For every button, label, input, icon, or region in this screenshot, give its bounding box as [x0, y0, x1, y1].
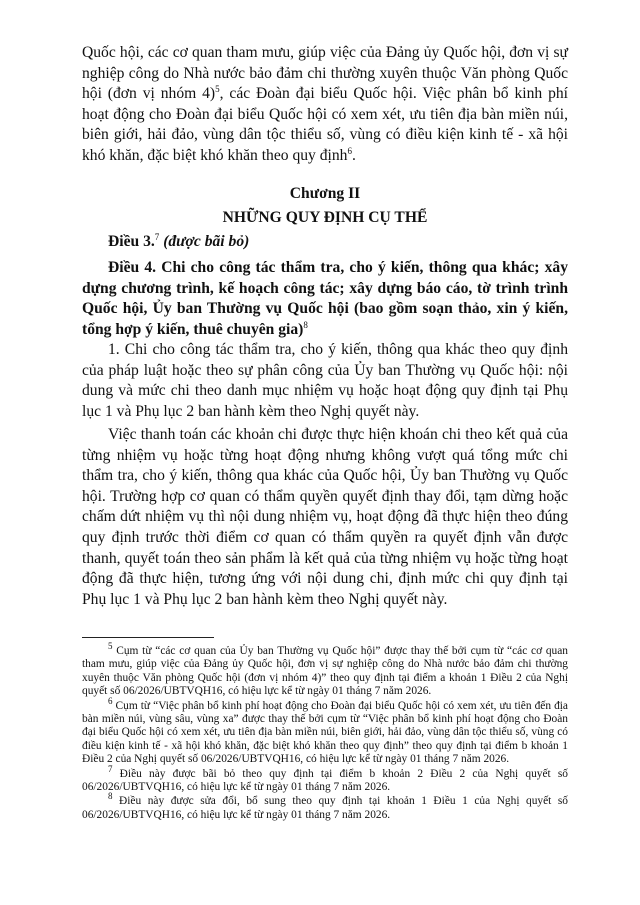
footnote-ref-5[interactable]: 5 — [215, 84, 220, 94]
article-4-clause-1 — [82, 340, 568, 422]
footnotes — [82, 641, 568, 823]
footnote-divider — [82, 637, 214, 638]
article-3 — [82, 232, 568, 253]
intro-block — [82, 43, 568, 167]
article-4 — [82, 258, 568, 340]
article-3-heading: Điều 3.$^7$ (được bãi bỏ) — [108, 231, 250, 250]
footnote-8: $^8$ Điều này được sửa đổi, bổ sung theo quy định tại khoản 1 Điều 1 của Nghị quyết số 06/2026/UBTVQH16, có hiệu lực kể từ ngày 01 tháng 7 năm 2026. — [82, 791, 568, 821]
paragraph-2: Việc thanh toán các khoản chi được thực hiện khoán chi theo kết quả của từng nhiệm vụ hoặc từng hoạt động nhưng không vượt quá tổng mức chi thẩm tra, cho ý kiến, thông qua khác của Quốc hội, Ủy ban Thường vụ Quốc hội. Trường hợp cơ quan có thẩm quyền quyết định thay đổi, tạm dừng hoặc chấm dứt nhiệm vụ thì nội dung nhiệm vụ, hoạt động đã thực hiện theo đúng quy định trước thời điểm cơ quan có thẩm quyền ra quyết định vẫn được thanh, quyết toán theo sản phẩm là kết quả của từng nhiệm vụ hoặc từng hoạt động đã thực hiện, tương ứng với nội dung chi, định mức chi quy định tại Phụ lục 1 và Phụ lục 2 ban hành kèm theo Nghị quyết này. — [82, 426, 568, 608]
article-4-payment — [82, 425, 568, 610]
chapter-title: NHỮNG QUY ĐỊNH CỤ THỂ — [222, 208, 428, 226]
footnote-ref-7[interactable]: 7 — [154, 231, 160, 242]
article-3-note: (được bãi bỏ) — [163, 233, 250, 250]
footnote-6: $^6$ Cụm từ “Việc phân bổ kinh phí hoạt động cho Đoàn đại biểu Quốc hội có xem xét, ưu tiên đến địa bàn miền núi, vùng sâu, vùng xa” được thay thế bởi cụm từ “Việc phân bổ kinh phí hoạt động cho Đoàn đại biểu Quốc hội có xem xét, ưu tiên địa bàn miền núi, biên giới, hải đảo, vùng dân tộc thiểu số, vùng có điều kiện kinh tế - xã hội khó khăn, đặc biệt khó khăn theo quy định” theo quy định tại điểm b khoản 1 Điều 2 của Nghị quyết số 06/2026/UBTVQH16, có hiệu lực kể từ ngày 01 tháng 7 năm 2026. — [82, 695, 568, 766]
intro-paragraph: Quốc hội, các cơ quan tham mưu, giúp việc của Đảng ủy Quốc hội, đơn vị sự nghiệp công do Nhà nước bảo đảm chi thường xuyên thuộc Văn phòng Quốc hội (đơn vị nhóm 4)$^5$, các Đoàn đại biểu Quốc hội. Việc phân bổ kinh phí hoạt động cho Đoàn đại biểu Quốc hội có xem xét, ưu tiên địa bàn miền núi, biên giới, hải đảo, vùng dân tộc thiểu số, vùng có điều kiện kinh tế - xã hội khó khăn, đặc biệt khó khăn theo quy định$^6$. — [82, 44, 568, 164]
footnote-ref-8[interactable]: 8 — [303, 319, 308, 330]
article-4-title: Điều 4. Chi cho công tác thẩm tra, cho ý kiến, thông qua khác; xây dựng chương trình, kế hoạch công tác; xây dựng báo cáo, tờ trình trình Quốc hội, Ủy ban Thường vụ Quốc hội (bao gồm soạn thảo, xin ý kiến, tổng hợp ý kiến, thuê chuyên gia)$^8$ — [82, 259, 568, 338]
footnote-7: $^7$ Điều này được bãi bỏ theo quy định tại điểm b khoản 2 Điều 2 của Nghị quyết số 06/2026/UBTVQH16, có hiệu lực kể từ ngày 01 tháng 7 năm 2026. — [82, 763, 568, 794]
chapter-heading — [82, 184, 568, 228]
paragraph-1: 1. Chi cho công tác thẩm tra, cho ý kiến, thông qua khác theo quy định của pháp luật hoặc theo sự phân công của Ủy ban Thường vụ Quốc hội: nội dung và mức chi theo danh mục nhiệm vụ hoặc hoạt động quy định tại Phụ lục 1 và Phụ lục 2 ban hành kèm theo Nghị quyết này. — [82, 341, 568, 420]
chapter-number: Chương II — [289, 185, 361, 202]
footnote-5: $^5$ Cụm từ “các cơ quan của Ủy ban Thường vụ Quốc hội” được thay thế bởi cụm từ “các cơ quan tham mưu, giúp việc của Đảng ủy Quốc hội, đơn vị sự nghiệp công do Nhà nước bảo đảm chi thường xuyên thuộc Văn phòng Quốc hội (đơn vị nhóm 4)” theo quy định tại điểm a khoản 1 Điều 2 của Nghị quyết số 06/2026/UBTVQH16, có hiệu lực kể từ ngày 01 tháng 7 năm 2026. — [82, 641, 568, 698]
footnote-ref-6[interactable]: 6 — [347, 145, 352, 156]
